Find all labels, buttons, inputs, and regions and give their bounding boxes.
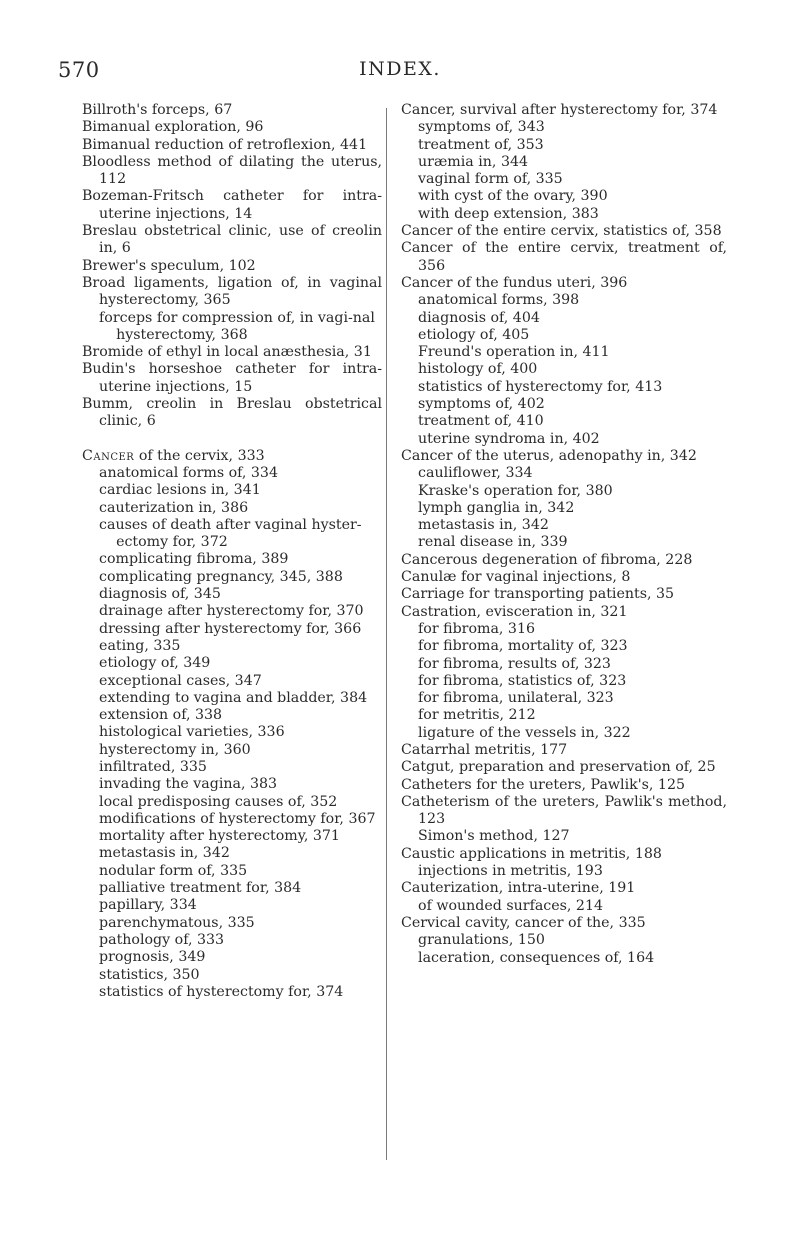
entry-text: Catarrhal metritis, 177 bbox=[401, 741, 568, 758]
index-entry bbox=[401, 915, 727, 932]
entry-text: Catheterism of the ureters, Pawlik's method, 123 bbox=[401, 793, 727, 828]
entry-text: statistics, 350 bbox=[99, 966, 200, 983]
entry-text: papillary, 334 bbox=[99, 897, 197, 914]
index-subentry bbox=[82, 673, 382, 690]
entry-text: Freund's operation in, 411 bbox=[418, 344, 610, 361]
index-subentry bbox=[82, 500, 382, 517]
index-subentry bbox=[82, 967, 382, 984]
entry-text: Catgut, preparation and preservation of, 25 bbox=[401, 759, 716, 776]
index-entry bbox=[82, 396, 382, 431]
entry-text: Budin's horseshoe catheter for intra-uterine injections, 15 bbox=[82, 361, 382, 395]
index-subentry bbox=[401, 621, 727, 638]
entry-text: drainage after hysterectomy for, 370 bbox=[99, 603, 364, 620]
index-subentry bbox=[82, 742, 382, 759]
index-subentry bbox=[401, 690, 727, 707]
entry-text: of the cervix, 333 bbox=[134, 447, 265, 464]
entry-text: infiltrated, 335 bbox=[99, 758, 207, 775]
entry-text: metastasis in, 342 bbox=[418, 517, 549, 534]
entry-text: exceptional cases, 347 bbox=[99, 672, 262, 689]
index-subentry bbox=[82, 932, 382, 949]
entry-text: eating, 335 bbox=[99, 637, 181, 654]
index-subentry bbox=[82, 724, 382, 741]
entry-text: with cyst of the ovary, 390 bbox=[418, 188, 608, 205]
index-subentry bbox=[401, 465, 727, 482]
index-subentry bbox=[82, 863, 382, 880]
entry-text: complicating fibroma, 389 bbox=[99, 551, 289, 568]
index-subentry bbox=[401, 707, 727, 724]
entry-text: Simon's method, 127 bbox=[418, 828, 570, 845]
entry-text: treatment of, 410 bbox=[418, 413, 544, 430]
index-subentry bbox=[82, 811, 382, 828]
entry-text: invading the vagina, 383 bbox=[99, 776, 278, 793]
entry-text: uterine syndroma in, 402 bbox=[418, 430, 600, 447]
index-entry bbox=[82, 275, 382, 310]
index-entry bbox=[82, 258, 382, 275]
entry-text: Canulæ for vaginal injections, 8 bbox=[401, 569, 631, 586]
index-entry bbox=[401, 275, 727, 292]
index-entry bbox=[401, 240, 727, 275]
index-subentry bbox=[401, 344, 727, 361]
entry-text: causes of death after vaginal hyster-ectomy for, 372 bbox=[99, 516, 362, 551]
index-subentry bbox=[82, 707, 382, 724]
entry-text: laceration, consequences of, 164 bbox=[418, 949, 655, 966]
index-subentry bbox=[82, 984, 382, 1001]
index-subentry bbox=[401, 154, 727, 171]
index-subentry bbox=[401, 327, 727, 344]
entry-text: extension of, 338 bbox=[99, 707, 223, 724]
entry-text: modifications of hysterectomy for, 367 bbox=[99, 810, 376, 827]
index-subentry bbox=[82, 794, 382, 811]
section-gap bbox=[82, 431, 382, 448]
index-subentry bbox=[82, 897, 382, 914]
entry-text: pathology of, 333 bbox=[99, 931, 225, 948]
entry-text: Bimanual exploration, 96 bbox=[82, 119, 264, 136]
index-subentry bbox=[82, 517, 382, 552]
entry-text: histology of, 400 bbox=[418, 361, 538, 378]
index-subentry bbox=[401, 673, 727, 690]
entry-text: for fibroma, statistics of, 323 bbox=[418, 672, 627, 689]
index-subentry bbox=[82, 638, 382, 655]
index-entry bbox=[401, 223, 727, 240]
index-entry bbox=[401, 552, 727, 569]
index-subentry bbox=[401, 898, 727, 915]
index-subentry bbox=[82, 949, 382, 966]
index-subentry bbox=[82, 603, 382, 620]
entry-text: for fibroma, unilateral, 323 bbox=[418, 690, 614, 707]
index-subentry bbox=[82, 551, 382, 568]
index-subentry bbox=[401, 950, 727, 967]
index-entry bbox=[401, 794, 727, 829]
entry-text: Bumm, creolin in Breslau obstetrical clinic, 6 bbox=[82, 396, 382, 430]
index-subentry bbox=[401, 534, 727, 551]
entry-text: Bozeman-Fritsch catheter for intra-uterine injections, 14 bbox=[82, 188, 382, 222]
index-subentry bbox=[82, 569, 382, 586]
page-header bbox=[0, 58, 800, 88]
index-subentry bbox=[82, 465, 382, 482]
entry-text: nodular form of, 335 bbox=[99, 862, 248, 879]
index-subentry bbox=[401, 396, 727, 413]
entry-text: hysterectomy in, 360 bbox=[99, 741, 251, 758]
entry-text: Kraske's operation for, 380 bbox=[418, 482, 613, 499]
index-subentry bbox=[82, 310, 382, 345]
entry-text: cauterization in, 386 bbox=[99, 499, 249, 516]
entry-text: Bromide of ethyl in local anæsthesia, 31 bbox=[82, 344, 372, 361]
index-entry bbox=[82, 448, 382, 465]
entry-text: for fibroma, results of, 323 bbox=[418, 655, 611, 672]
index-subentry bbox=[82, 845, 382, 862]
index-subentry bbox=[401, 361, 727, 378]
entry-text: lymph ganglia in, 342 bbox=[418, 499, 575, 516]
index-entry bbox=[401, 759, 727, 776]
entry-text: Castration, evisceration in, 321 bbox=[401, 603, 628, 620]
index-entry bbox=[401, 846, 727, 863]
entry-text: for fibroma, 316 bbox=[418, 620, 536, 637]
entry-text: etiology of, 349 bbox=[99, 655, 211, 672]
index-entry bbox=[82, 137, 382, 154]
entry-text: for fibroma, mortality of, 323 bbox=[418, 638, 628, 655]
entry-text: Carriage for transporting patients, 35 bbox=[401, 586, 675, 603]
index-entry bbox=[82, 344, 382, 361]
index-subentry bbox=[82, 482, 382, 499]
entry-text: histological varieties, 336 bbox=[99, 724, 285, 741]
index-subentry bbox=[401, 379, 727, 396]
entry-text: vaginal form of, 335 bbox=[418, 171, 563, 188]
entry-text: prognosis, 349 bbox=[99, 949, 206, 966]
entry-text: symptoms of, 402 bbox=[418, 396, 545, 413]
index-entry bbox=[401, 586, 727, 603]
entry-text: palliative treatment for, 384 bbox=[99, 880, 302, 897]
entry-text: uræmia in, 344 bbox=[418, 153, 529, 170]
index-entry bbox=[82, 188, 382, 223]
index-column-right bbox=[401, 102, 727, 967]
entry-text: anatomical forms, 398 bbox=[418, 292, 580, 309]
index-entry bbox=[82, 223, 382, 258]
index-subentry bbox=[82, 828, 382, 845]
entry-text: injections in metritis, 193 bbox=[418, 863, 603, 880]
index-subentry bbox=[401, 725, 727, 742]
index-column-left bbox=[82, 102, 382, 1001]
index-subentry bbox=[401, 188, 727, 205]
entry-text: Cancer, survival after hysterectomy for, 374 bbox=[401, 102, 718, 118]
entry-text: extending to vagina and bladder, 384 bbox=[99, 689, 368, 706]
index-subentry bbox=[401, 483, 727, 500]
index-subentry bbox=[401, 656, 727, 673]
entry-text: Billroth's forceps, 67 bbox=[82, 102, 233, 118]
index-subentry bbox=[401, 517, 727, 534]
entry-text: parenchymatous, 335 bbox=[99, 914, 255, 931]
entry-text: Bimanual reduction of retroflexion, 441 bbox=[82, 136, 368, 153]
index-subentry bbox=[401, 431, 727, 448]
entry-text: Catheters for the ureters, Pawlik's, 125 bbox=[401, 776, 686, 793]
entry-text: Cancer of the entire cervix, statistics of, 358 bbox=[401, 223, 722, 240]
index-entry bbox=[401, 604, 727, 621]
index-entry bbox=[401, 569, 727, 586]
index-subentry bbox=[401, 413, 727, 430]
running-title: INDEX. bbox=[359, 58, 441, 80]
index-subentry bbox=[401, 500, 727, 517]
index-subentry bbox=[82, 759, 382, 776]
index-subentry bbox=[401, 828, 727, 845]
entry-text: Cancer of the entire cervix, treatment of, 356 bbox=[401, 240, 727, 274]
index-subentry bbox=[401, 137, 727, 154]
index-subentry bbox=[401, 171, 727, 188]
entry-text: of wounded surfaces, 214 bbox=[418, 897, 604, 914]
index-entry bbox=[401, 742, 727, 759]
index-subentry bbox=[401, 206, 727, 223]
entry-text: Cancer of the uterus, adenopathy in, 342 bbox=[401, 447, 697, 464]
index-subentry bbox=[82, 586, 382, 603]
entry-text: Cancer of the fundus uteri, 396 bbox=[401, 274, 628, 291]
entry-text: Bloodless method of dilating the uterus, 112 bbox=[82, 153, 382, 188]
index-subentry bbox=[82, 915, 382, 932]
index-subentry bbox=[401, 932, 727, 949]
index-subentry bbox=[401, 292, 727, 309]
entry-text: metastasis in, 342 bbox=[99, 845, 230, 862]
entry-text: anatomical forms of, 334 bbox=[99, 464, 278, 481]
index-subentry bbox=[82, 690, 382, 707]
entry-text: mortality after hysterectomy, 371 bbox=[99, 828, 340, 845]
index-entry bbox=[401, 448, 727, 465]
entry-text: Cervical cavity, cancer of the, 335 bbox=[401, 914, 646, 931]
entry-text: Brewer's speculum, 102 bbox=[82, 257, 256, 274]
entry-text: ligature of the vessels in, 322 bbox=[418, 724, 631, 741]
entry-text: etiology of, 405 bbox=[418, 326, 530, 343]
entry-text: Broad ligaments, ligation of, in vaginal hysterectomy, 365 bbox=[82, 274, 382, 309]
entry-text: treatment of, 353 bbox=[418, 136, 544, 153]
entry-text: diagnosis of, 404 bbox=[418, 309, 540, 326]
entry-text: cardiac lesions in, 341 bbox=[99, 482, 261, 499]
page-number: 570 bbox=[58, 58, 100, 82]
entry-text: with deep extension, 383 bbox=[418, 205, 599, 222]
entry-text: Cancerous degeneration of fibroma, 228 bbox=[401, 551, 693, 568]
index-subentry bbox=[82, 621, 382, 638]
index-subentry bbox=[401, 863, 727, 880]
index-entry bbox=[82, 361, 382, 396]
entry-text: forceps for compression of, in vagi-nal hysterectomy, 368 bbox=[99, 309, 375, 343]
entry-text: cauliflower, 334 bbox=[418, 465, 533, 482]
index-subentry bbox=[82, 655, 382, 672]
entry-text: symptoms of, 343 bbox=[418, 119, 545, 136]
entry-text: complicating pregnancy, 345, 388 bbox=[99, 568, 343, 585]
index-subentry bbox=[401, 119, 727, 136]
entry-text: for metritis, 212 bbox=[418, 707, 536, 724]
index-entry bbox=[401, 880, 727, 897]
entry-text: Cauterization, intra-uterine, 191 bbox=[401, 880, 636, 897]
entry-text: Breslau obstetrical clinic, use of creolin in, 6 bbox=[82, 223, 382, 257]
index-subentry bbox=[401, 638, 727, 655]
entry-text: local predisposing causes of, 352 bbox=[99, 793, 338, 810]
index-entry bbox=[401, 777, 727, 794]
section-heading-word: Cancer bbox=[82, 447, 135, 464]
index-subentry bbox=[401, 310, 727, 327]
index-entry bbox=[82, 102, 382, 119]
entry-text: renal disease in, 339 bbox=[418, 534, 568, 551]
index-entry bbox=[401, 102, 727, 119]
entry-text: Caustic applications in metritis, 188 bbox=[401, 845, 662, 862]
column-divider bbox=[386, 108, 387, 1160]
index-subentry bbox=[82, 880, 382, 897]
index-subentry bbox=[82, 776, 382, 793]
index-entry bbox=[82, 119, 382, 136]
index-entry bbox=[82, 154, 382, 189]
entry-text: statistics of hysterectomy for, 374 bbox=[99, 983, 344, 1000]
entry-text: dressing after hysterectomy for, 366 bbox=[99, 620, 362, 637]
entry-text: statistics of hysterectomy for, 413 bbox=[418, 378, 663, 395]
entry-text: diagnosis of, 345 bbox=[99, 586, 221, 603]
entry-text: granulations, 150 bbox=[418, 932, 545, 949]
